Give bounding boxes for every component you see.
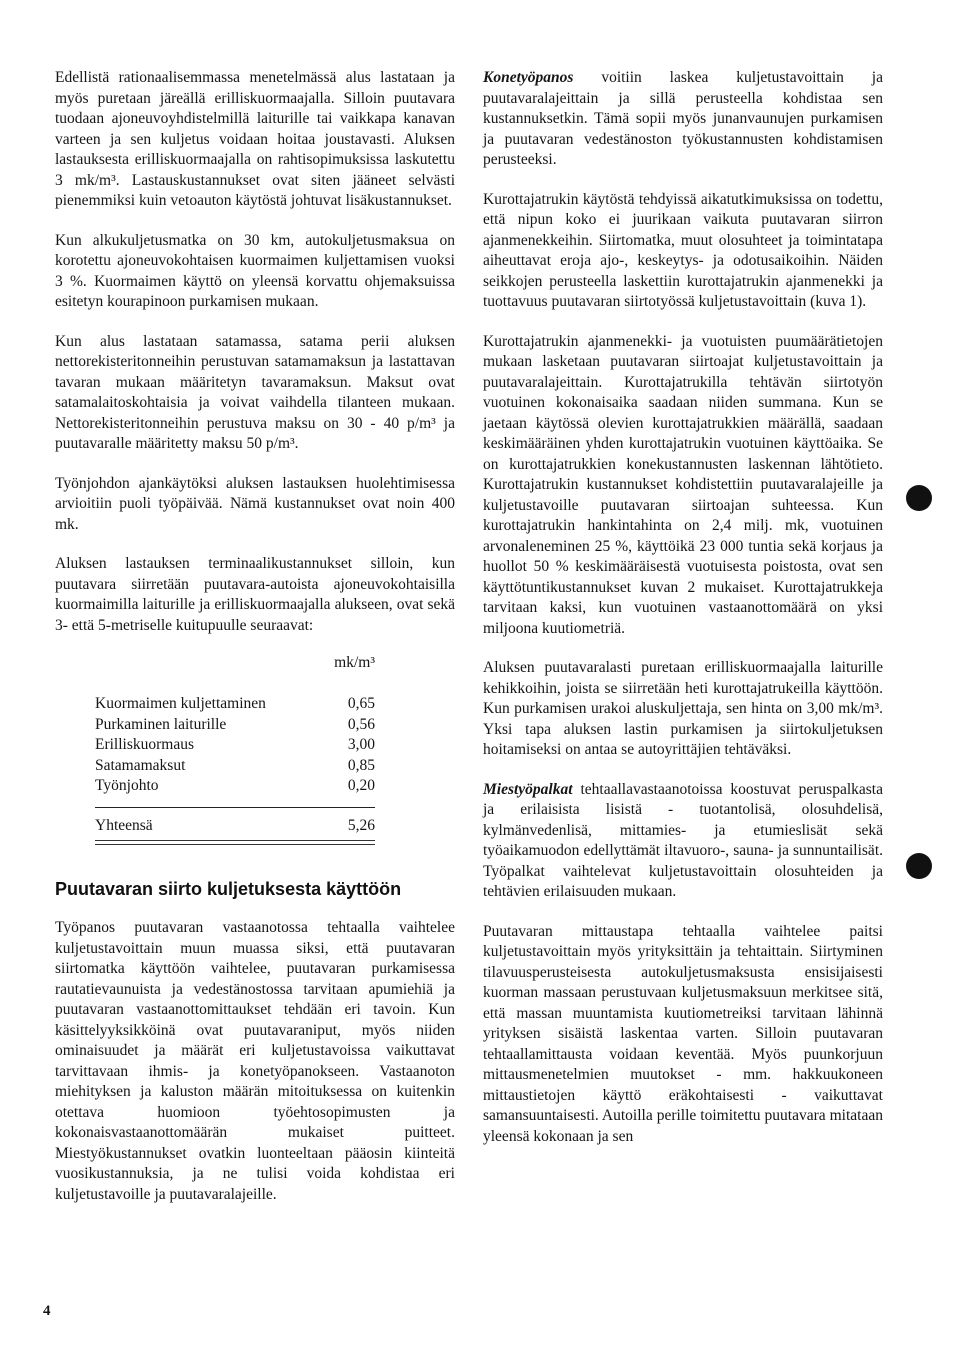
left-column (55, 68, 455, 1224)
cost-row (95, 756, 375, 777)
cost-table-unit: mk/m³ (334, 654, 375, 671)
right-column (483, 68, 883, 1166)
cost-row-value: 0,85 (347, 756, 375, 774)
cost-row-label: Purkaminen laiturille (95, 715, 227, 733)
right-paragraph-3: Kurottajatrukin ajanmenekki- ja vuotuisten puumäärätietojen mukaan lasketaan puutavaran siirtoajat kuljetustavoittain ja puutavaralajeittain. Kurottajatrukilla tehtävän siirtotyön vuotuinen kokonaisaika saadaan niiden summana. Kun se jaetaan käytössä olevien kurottajatrukkien määrällä, saadaan keskimääräinen yhden kurottajatrukin vuotuinen käyttöaika. Se on kurottajatrukkien konekustannusten laskennan lähtötieto. Kurottajatrukin kustannukset kohdistettiin puutavaralajeille ja kuljetustavoille puutavaran siirtoajan suhteessa. Kun kurottajatrukin hankintahinta on 2,4 milj. mk, vuotuinen arvonaleneminen 25 %, käyttöikä 23 000 tuntia sekä korjaus ja huollot 50 % keskimääräisestä vuotuisesta poistosta, ovat sen käyttötuntikustannukset kuvan 2 mukaiset. Kurottajatrukkeja tarvitaan kaksi, kun vuotuinen vastaanottomäärä on yksi miljoona kuutiometriä. (483, 332, 883, 637)
page-number: 4 (43, 1303, 51, 1319)
cost-total-row (95, 816, 375, 837)
left-paragraph-3: Kun alus lastataan satamassa, satama perii aluksen nettorekisteritonneihin perustuvan satamamaksun ja lastattavan tavaran mukaan määritetyn tavaramaksun. Maksut ovat satamalaitoskohtaisia ja voivat vaihdella tilanteen mukaan. Nettorekisteritonneihin perustuva maksu on 30 - 40 p/m³ ja puutavaralle määritetty maksu 50 p/m³. (55, 332, 455, 452)
cost-table (95, 654, 375, 845)
left-paragraph-6: Työpanos puutavaran vastaanotossa tehtaalla vaihtelee kuljetustavoittain muun muassa siksi, että puutavaran siirtomatka käyttöön vaihtelee, puutavaran purkamisessa rautatievaunuista ja vedestänostossa tarvitaan apumiehiä ja puutavaran vastaanottomittaukset tehdään eri tavoin. Kun käsittelyyksikköinä ovat puutavaraniput, myös niiden ominaisuudet ja määrät eri kuljetustavoissa vaikuttavat tarvittavaan ihmis- ja konetyöpanokseen. Vastaanoton miehityksen ja kaluston määrän mitoituksessa on kuitenkin otettava huomioon työehtosopimusten ja kokonaisvastaanottomäärän mukaiset puitteet. Miestyökustannukset ovatkin luonteeltaan pääosin kiinteitä vuosikustannuksia, ja ne tulisi voida kohdistaa eri kuljetustavoille ja puutavaralajeille. (55, 919, 455, 1203)
lead-term-miestyopalkat: Miestyöpalkat (483, 780, 573, 798)
cost-total-label: Yhteensä (95, 816, 153, 834)
cost-row-label: Työnjohto (95, 777, 159, 794)
right-paragraph-1-text: voitiin laskea kuljetustavoittain ja puutavaralajeittain ja sillä perusteella kohdistaa sen kustannuksetkin. Tämä sopii myös junanvaunujen purkamisen ja puutavaran vedestänoston työkustannusten kohdistamisen perusteeksi. (483, 69, 883, 168)
left-paragraph-5: Aluksen lastauksen terminaalikustannukset silloin, kun puutavara siirretään puutavara-autoista ajoneuvokohtaisilla kuormaimilla laiturille ja erilliskuormaajalla alukseen, ovat sekä 3- että 5-metriselle kuitupuulle seuraavat: (55, 555, 455, 634)
cost-row (95, 776, 375, 797)
cost-row (95, 715, 375, 736)
cost-row-label: Satamamaksut (95, 756, 186, 774)
binding-hole-mark (906, 853, 932, 879)
left-paragraph-2: Kun alkukuljetusmatka on 30 km, autokuljetusmaksua on korotettu ajoneuvokohtaisen kuormaimen kuljettamisen vuoksi 3 %. Kuormaimen käyttö on yleensä korvattu ohjemaksuissa esitetyn kourapinoon purkamisen mukaan. (55, 231, 455, 310)
cost-total-value: 5,26 (347, 816, 375, 834)
left-paragraph-1: Edellistä rationaalisemmassa menetelmässä alus lastataan ja myös puretaan järeällä erilliskuormaajalla. Silloin puutavara tuodaan ajoneuvoyhdistelmillä laiturille tai vaikkapa kanavan varteen ja sen kuljetus voidaan hoitaa joustavasti. Aluksen lastauksesta erilliskuormaajalla on rahtisopimuksissa laskutettu 3 mk/m³. Lastauskustannukset ovat siten jääneet selvästi pienemmiksi kuin vetoauton käytöstä johtuvat lisäkustannukset. (55, 69, 455, 209)
cost-row (95, 694, 375, 715)
cost-row-value: 0,65 (347, 695, 375, 712)
cost-row (95, 735, 375, 756)
cost-row-label: Kuormaimen kuljettaminen (95, 695, 266, 712)
right-paragraph-5 (483, 780, 883, 903)
binding-hole-mark (906, 485, 932, 511)
right-paragraph-6: Puutavaran mittaustapa tehtaalla vaihtelee paitsi kuljetustavoittain myös yrityksittäin ja tehtaittain. Siirtyminen tilavuusperusteisesta autokuljetusmaksusta ensisijaisesti kuorman massaan perustuvaan kuljetusmaksuun merkitsee sitä, että massan muuntamista kuutiometreiksi tarvitaan lähinnä yrityksen sisäistä laskentaa varten. Silloin puutavaran tehtaallamittausta voidaan keventää. Myös puunkorjuun mittausmenetelmien muutokset - mm. hakkuukoneen mittaustietojen käyttö eräkohtaisesti - vaikuttavat samansuuntaisesti. Autoilla perille toimitettu puutavara mitataan yleensä kokonaan ja sen (483, 922, 883, 1145)
cost-row-value: 3,00 (347, 736, 375, 753)
right-paragraph-4: Aluksen puutavaralasti puretaan erilliskuormaajalla laiturille kehikkoihin, joista se siirretään heti kurottajatrukeilla käyttöön. Kun purkamisen urakoi aluskuljettaja, sen hinta on 3,00 mk/m³. Yksi tapa aluksen lastin purkamisen ja siirtokuljetuksen hoitamiseksi on antaa se autoyrittäjien tehtäväksi. (483, 659, 883, 758)
total-rule (95, 807, 375, 808)
right-paragraph-5-text: tehtaallavastaanotoissa koostuvat peruspalkasta ja erilaisista lisistä - tuotantolisä, olosuhdelisä, kylmänvedenlisä, mittamies- ja etumieslisät sekä työaikamuodon edellyttämät iltavuoro-, sauna- ja sunnuntailisät. Työpalkat vaihtelevat kuljetustavoittain olosuhteiden ja tehtävien erilaisuuden mukaan. (483, 780, 883, 900)
right-paragraph-1 (483, 68, 883, 171)
cost-row-value: 0,20 (347, 777, 375, 794)
section-heading: Puutavaran siirto kuljetuksesta käyttöön (55, 879, 402, 899)
cost-row-label: Erilliskuormaus (95, 736, 195, 753)
double-rule (95, 840, 375, 845)
left-paragraph-4: Työnjohdon ajankäytöksi aluksen lastauksen huolehtimisessa arvioitiin puoli työpäivää. Nämä kustannukset ovat noin 400 mk. (55, 474, 455, 533)
right-paragraph-2: Kurottajatrukin käytöstä tehdyissä aikatutkimuksissa on todettu, että nipun koko ei juurikaan vaikuta puutavaran siirron ajanmenekkeihin. Siirtomatka, muut olosuhteet ja toimintatapa aiheuttavat eroja ajo-, keskeytys- ja odotusaikoihin. Näiden seikkojen perusteella laskettiin kurottajatrukin ajanmenekki ja tuottavuus puutavaran siirtotyössä kuljetustavoittain (kuva 1). (483, 190, 883, 310)
lead-term-konetyopanos: Konetyöpanos (483, 69, 574, 86)
cost-row-value: 0,56 (347, 715, 375, 733)
